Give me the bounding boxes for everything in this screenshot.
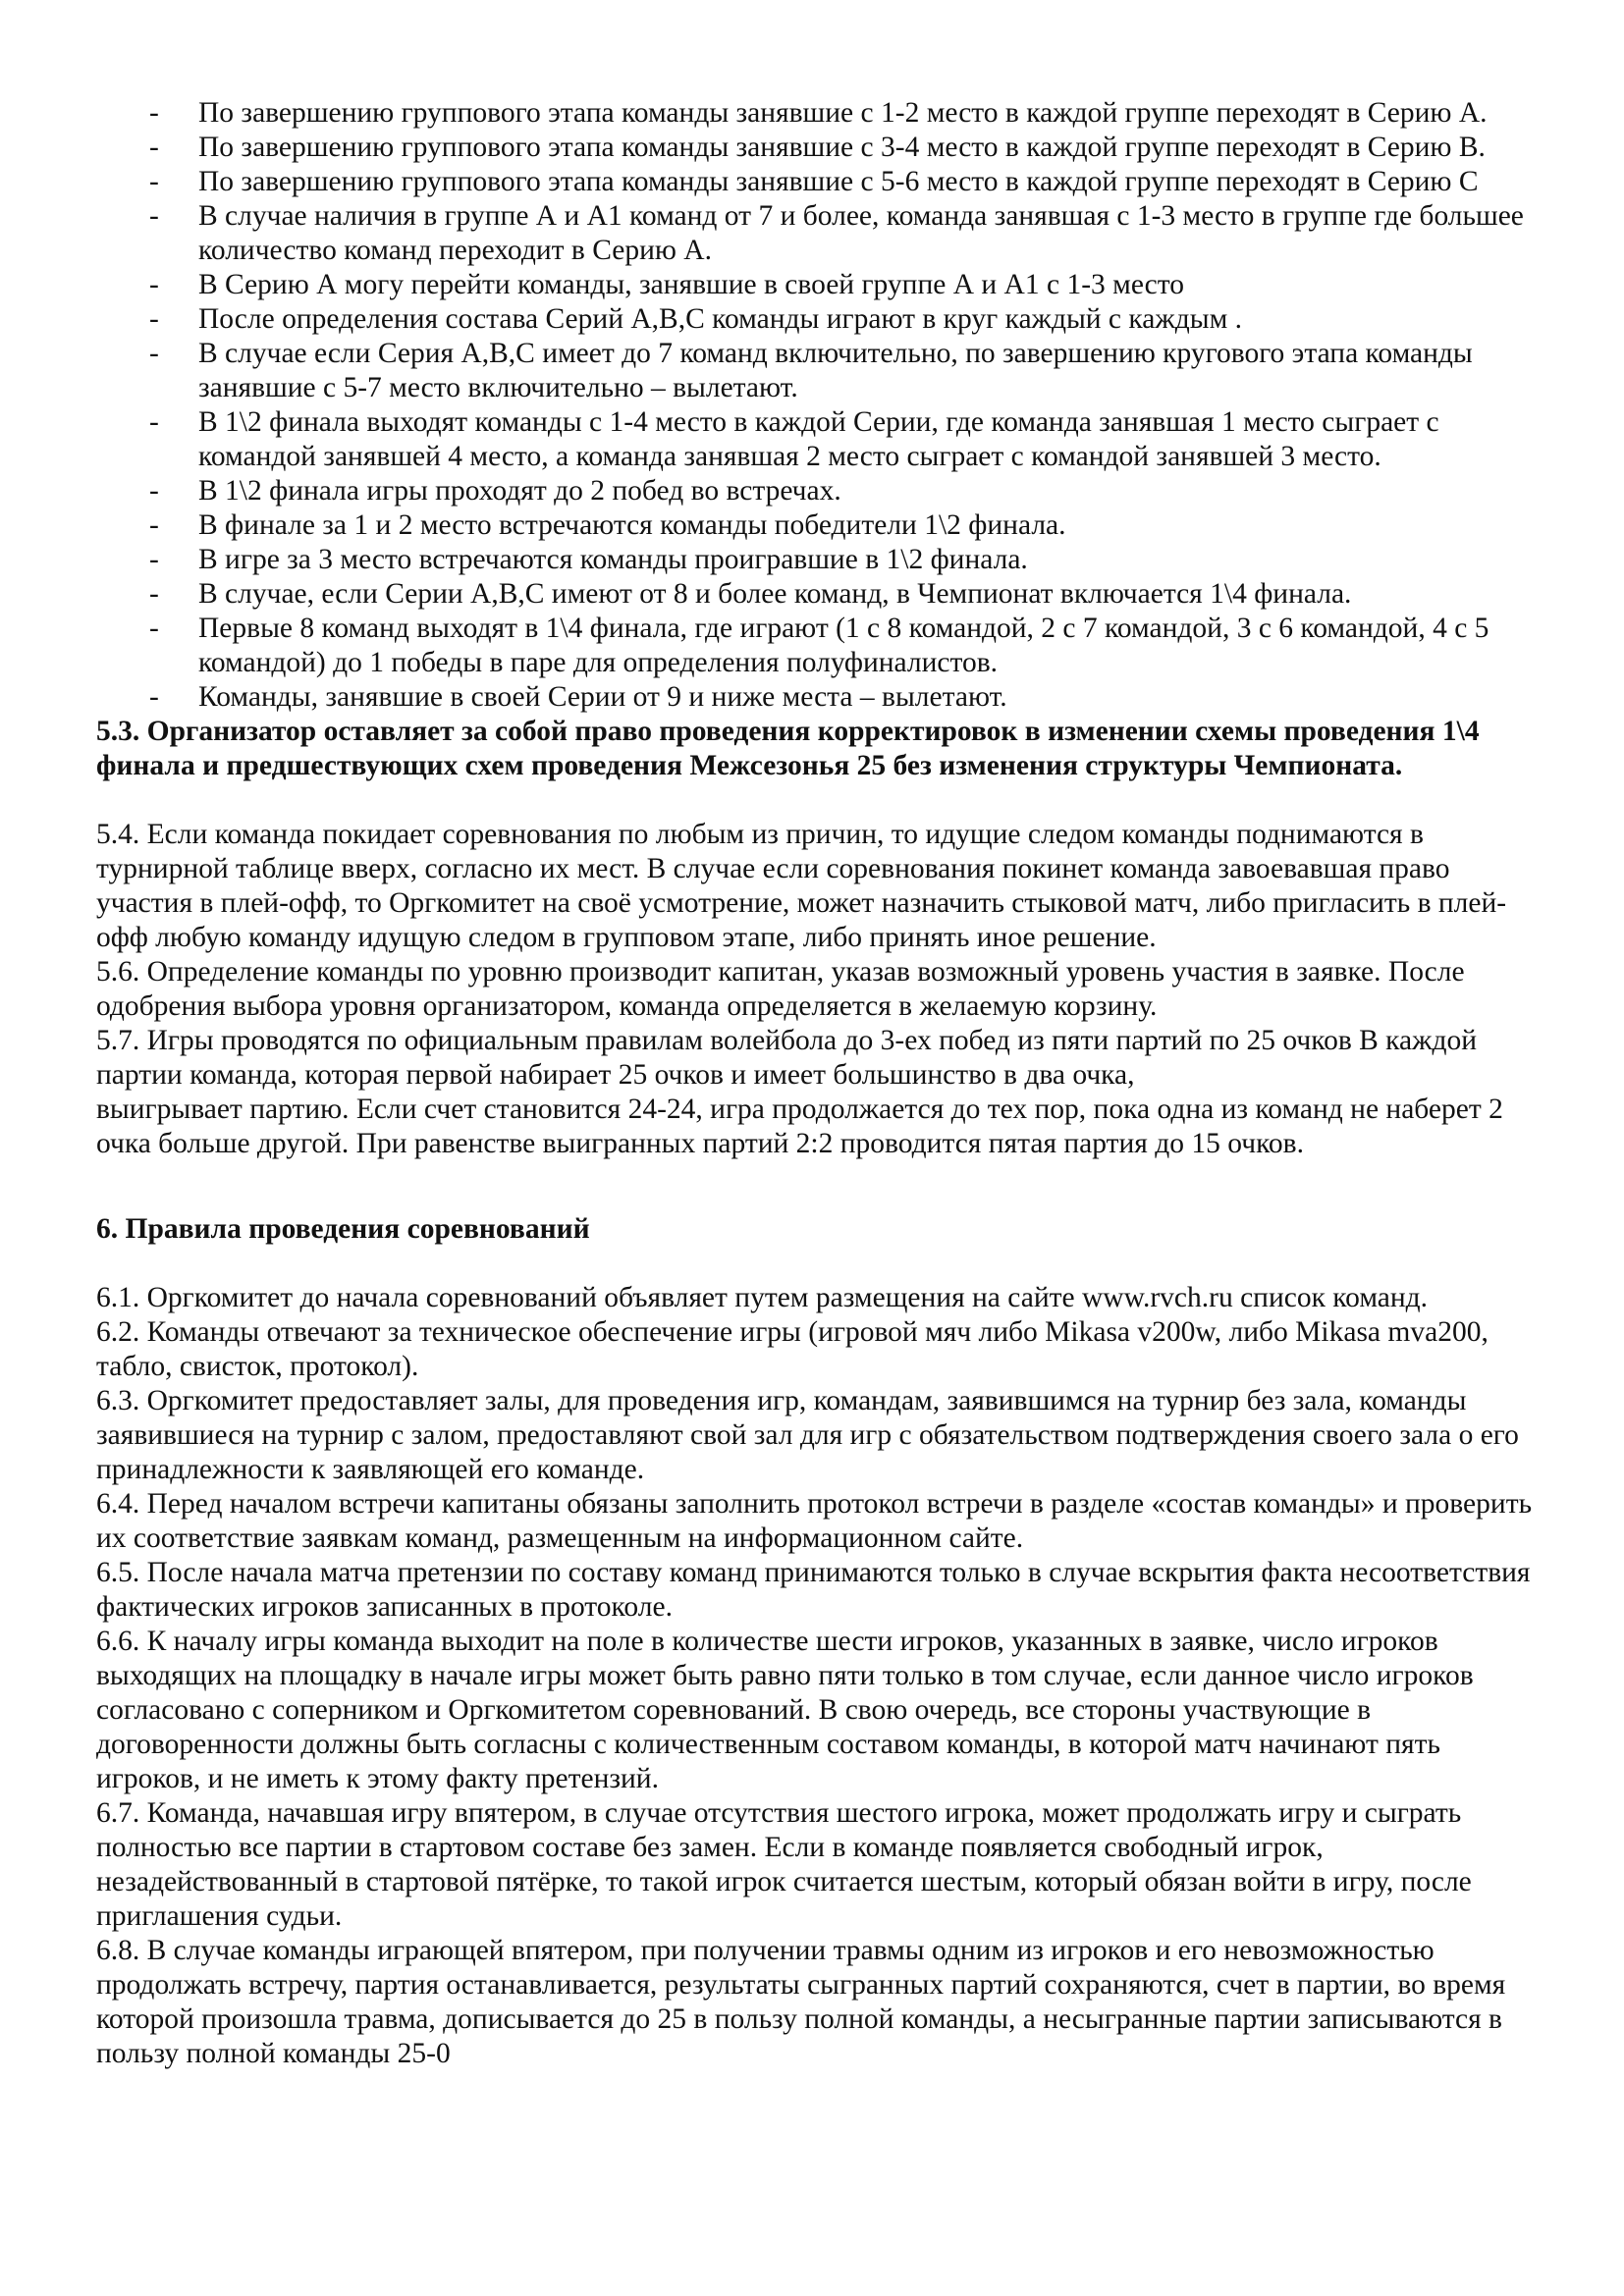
- list-item-text: В случае, если Серии А,В,С имеют от 8 и более команд, в Чемпионат включается 1\4 финала.: [198, 578, 1352, 610]
- bullet-dash: -: [149, 97, 159, 129]
- bullet-dash: -: [149, 132, 159, 163]
- list-item-text: В Серию А могу перейти команды, занявшие в своей группе А и А1 с 1-3 место: [198, 269, 1184, 300]
- section-6-1-paragraph: 6.1. Оргкомитет до начала соревнований объявляет путем размещения на сайте www.rvch.ru список команд.: [96, 1282, 1429, 1313]
- section-5-6-paragraph: 5.6. Определение команды по уровню производит капитан, указав возможный уровень участия в заявке. После одобрения выбора уровня организатором, команда определяется в желаемую корзину.: [96, 956, 1465, 1022]
- bullet-dash: -: [149, 338, 159, 369]
- list-item: [96, 508, 1540, 543]
- bullet-dash: -: [149, 475, 159, 507]
- spacer: [96, 783, 1540, 818]
- list-item-text: В 1\2 финала выходят команды с 1-4 место в каждой Серии, где команда занявшая 1 место сыграет с командой занявшей 4 место, а команда занявшая 2 место сыграет с командой занявшей 3 место.: [198, 406, 1439, 472]
- list-item: [96, 680, 1540, 715]
- list-item-text: В 1\2 финала игры проходят до 2 побед во встречах.: [198, 475, 841, 507]
- list-item-text: После определения состава Серий А,В,С команды играют в круг каждый с каждым .: [198, 303, 1243, 335]
- bullet-dash: -: [149, 681, 159, 713]
- bullet-dash: -: [149, 166, 159, 197]
- section-5-7-paragraph: 5.7. Игры проводятся по официальным правилам волейбола до 3-ех побед из пяти партий по 25 очков В каждой партии команда, которая первой набирает 25 очков и имеет большинство в два очка,: [96, 1025, 1478, 1091]
- section-6-4-paragraph: 6.4. Перед началом встречи капитаны обязаны заполнить протокол встречи в разделе «состав команды» и проверить их соответствие заявкам команд, размещенным на информационном сайте.: [96, 1488, 1533, 1554]
- list-item: [96, 131, 1540, 165]
- list-item: [96, 165, 1540, 199]
- section-6-2-paragraph: 6.2. Команды отвечают за техническое обеспечение игры (игровой мяч либо Mikasa v200w, либо Mikasa mva200, табло, свисток, протокол).: [96, 1316, 1489, 1382]
- list-item: [96, 199, 1540, 268]
- list-item: [96, 405, 1540, 474]
- bullet-dash: -: [149, 544, 159, 575]
- list-item-text: По завершению группового этапа команды занявшие с 1-2 место в каждой группе переходят в Серию А.: [198, 97, 1488, 129]
- list-item-text: По завершению группового этапа команды занявшие с 3-4 место в каждой группе переходят в Серию В.: [198, 132, 1486, 163]
- list-item: [96, 96, 1540, 131]
- list-item: [96, 577, 1540, 612]
- section-6-6-paragraph: 6.6. К началу игры команда выходит на поле в количестве шести игроков, указанных в заявке, число игроков выходящих на площадку в начале игры может быть равно пяти только в том случае, если данное число игроков согласовано с соперником и Оргкомитетом соревнований. В свою очередь, все стороны участвующие в договоренности должны быть согласны с количественным составом команды, в которой матч начинают пять игроков, и не иметь к этому факту претензий.: [96, 1626, 1474, 1794]
- bullet-dash: -: [149, 578, 159, 610]
- bullet-dash: -: [149, 406, 159, 438]
- list-item: [96, 543, 1540, 577]
- list-item-text: В случае если Серия А,В,С имеет до 7 команд включительно, по завершению кругового этапа команды занявшие с 5-7 место включительно – вылетают.: [198, 338, 1473, 403]
- list-item: [96, 474, 1540, 508]
- bullet-dash: -: [149, 303, 159, 335]
- section-6-3-paragraph: 6.3. Оргкомитет предоставляет залы, для проведения игр, командам, заявившимся на турнир без зала, команды заявившиеся на турнир с залом, предоставляют свой зал для игр с обязательством подтверждения своего зала о его принадлежности к заявляющей его команде.: [96, 1385, 1519, 1485]
- series-rules-list: [96, 96, 1540, 715]
- list-item-text: В игре за 3 место встречаются команды проигравшие в 1\2 финала.: [198, 544, 1028, 575]
- list-item-text: Первые 8 команд выходят в 1\4 финала, где играют (1 с 8 командой, 2 с 7 командой, 3 с 6 командой, 4 с 5 командой) до 1 победы в паре для определения полуфиналистов.: [198, 613, 1489, 678]
- list-item: [96, 337, 1540, 405]
- section-6-5-paragraph: 6.5. После начала матча претензии по составу команд принимаются только в случае вскрытия факта несоответствия фактических игроков записанных в протоколе.: [96, 1557, 1531, 1623]
- spacer: [96, 1161, 1540, 1212]
- list-item-text: По завершению группового этапа команды занявшие с 5-6 место в каждой группе переходят в Серию С: [198, 166, 1479, 197]
- list-item-text: В финале за 1 и 2 место встречаются команды победители 1\2 финала.: [198, 509, 1066, 541]
- bullet-dash: -: [149, 509, 159, 541]
- bullet-dash: -: [149, 613, 159, 644]
- section-5-4-paragraph: 5.4. Если команда покидает соревнования по любым из причин, то идущие следом команды поднимаются в турнирной таблице вверх, согласно их мест. В случае если соревнования покинет команда завоевавшая право участия в плей-офф, то Оргкомитет на своё усмотрение, может назначить стыковой матч, либо пригласить в плей-офф любую команду идущую следом в групповом этапе, либо принять иное решение.: [96, 819, 1507, 953]
- section-6-8-paragraph: 6.8. В случае команды играющей впятером, при получении травмы одним из игроков и его невозможностью продолжать встречу, партия останавливается, результаты сыгранных партий сохраняются, счет в партии, во время которой произошла травма, дописывается до 25 в пользу полной команды, а несыгранные партии записываются в пользу полной команды 25-0: [96, 1935, 1506, 2069]
- list-item: [96, 268, 1540, 302]
- list-item: [96, 612, 1540, 680]
- section-6-7-paragraph: 6.7. Команда, начавшая игру впятером, в случае отсутствия шестого игрока, может продолжать игру и сыграть полностью все партии в стартовом составе без замен. Если в команде появляется свободный игрок, незадействованный в стартовой пятёрке, то такой игрок считается шестым, который обязан войти в игру, после приглашения судьи.: [96, 1797, 1472, 1932]
- bullet-dash: -: [149, 200, 159, 232]
- section-5-7-paragraph-continued: выигрывает партию. Если счет становится 24-24, игра продолжается до тех пор, пока одна из команд не наберет 2 очка больше другой. При равенстве выигранных партий 2:2 проводится пятая партия до 15 очков.: [96, 1094, 1503, 1159]
- list-item-text: В случае наличия в группе А и А1 команд от 7 и более, команда занявшая с 1-3 место в группе где большее количество команд переходит в Серию А.: [198, 200, 1524, 266]
- section-6-heading: 6. Правила проведения соревнований: [96, 1213, 590, 1245]
- list-item: [96, 302, 1540, 337]
- bullet-dash: -: [149, 269, 159, 300]
- list-item-text: Команды, занявшие в своей Серии от 9 и ниже места – вылетают.: [198, 681, 1007, 713]
- spacer: [96, 1247, 1540, 1281]
- section-5-3-paragraph: 5.3. Организатор оставляет за собой право проведения корректировок в изменении схемы проведения 1\4 финала и предшествующих схем проведения Межсезонья 25 без изменения структуры Чемпионата.: [96, 716, 1480, 781]
